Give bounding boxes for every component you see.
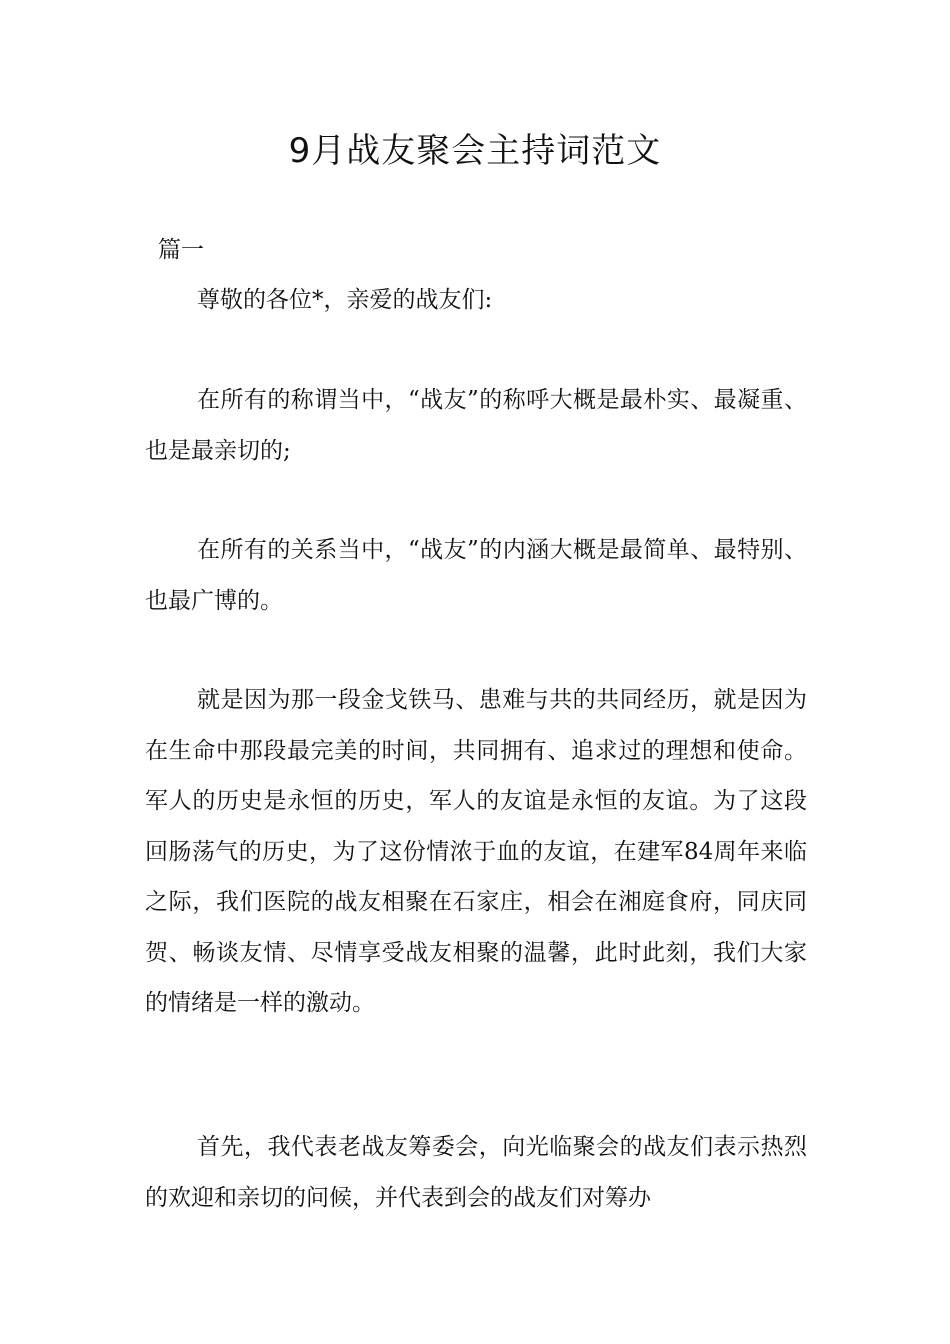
- document-title: 9月战友聚会主持词范文: [288, 131, 662, 171]
- paragraph-greeting: 尊敬的各位*，亲爱的战友们:: [197, 287, 493, 313]
- paragraph-welcome: 首先，我代表老战友筹委会，向光临聚会的战友们表示热烈的欢迎和亲切的问候，并代表到会的战友们对筹办: [145, 1134, 807, 1211]
- paragraph-title-meaning: 在所有的称谓当中，“战友”的称呼大概是最朴实、最凝重、也是最亲切的;: [145, 387, 807, 464]
- paragraph-relationship: 在所有的关系当中，“战友”的内涵大概是最简单、最特别、也最广博的。: [145, 537, 807, 614]
- section-label: 篇一: [158, 237, 204, 263]
- paragraph-history: 就是因为那一段金戈铁马、患难与共的共同经历，就是因为在生命中那段最完美的时间，共同拥有、追求过的理想和使命。军人的历史是永恒的历史，军人的友谊是永恒的友谊。为了这段回肠荡气的历史，为了这份情浓于血的友谊，在建军84周年来临之际，我们医院的战友相聚在石家庄，相会在湘庭食府，同庆同贺、畅谈友情、尽情享受战友相聚的温馨，此时此刻，我们大家的情绪是一样的激动。: [145, 687, 807, 1016]
